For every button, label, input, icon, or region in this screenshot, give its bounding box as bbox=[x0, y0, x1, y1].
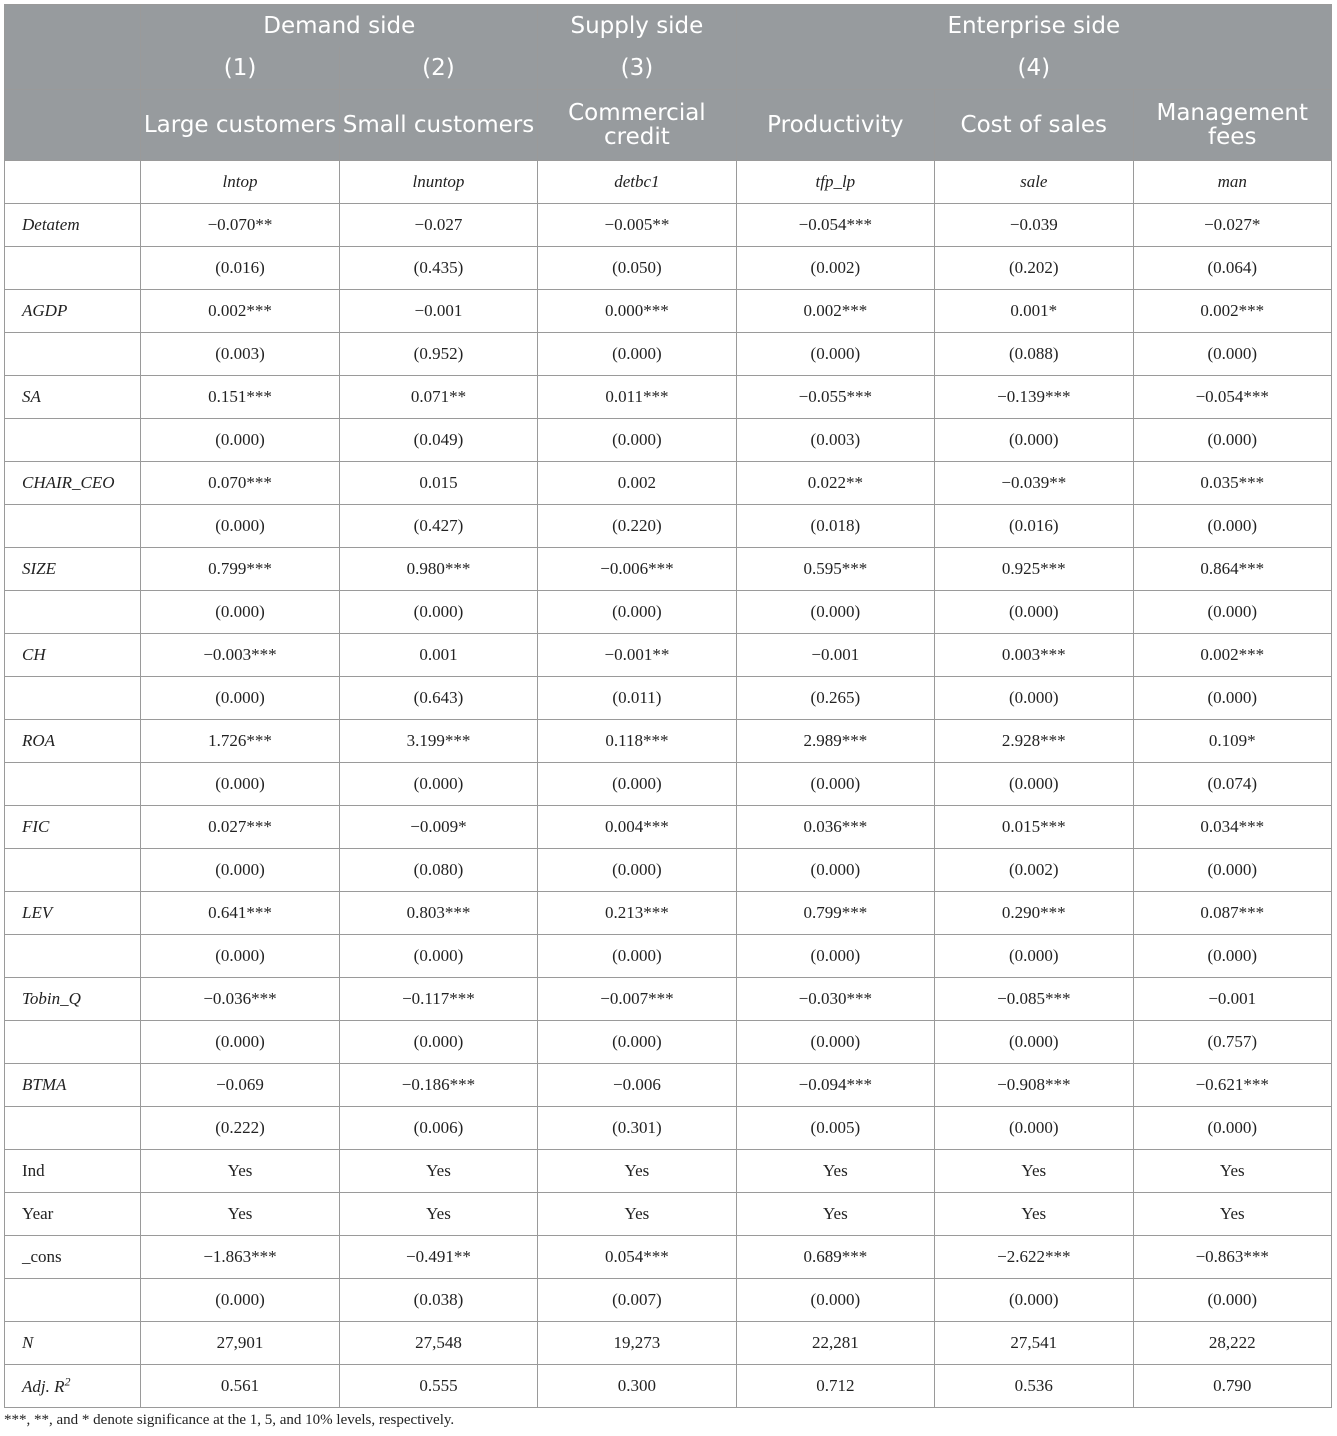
row-label: LEV bbox=[5, 892, 141, 935]
row-label: Detatem bbox=[5, 204, 141, 247]
table-cell: −0.001 bbox=[736, 634, 934, 677]
table-cell: (0.000) bbox=[339, 763, 537, 806]
table-row bbox=[5, 290, 1332, 333]
adj-r2-label-text: Adj. R bbox=[22, 1377, 65, 1397]
table-cell: −0.117*** bbox=[339, 978, 537, 1021]
column-header: Productivity bbox=[736, 90, 934, 161]
table-cell: (0.003) bbox=[141, 333, 339, 376]
table-row bbox=[5, 548, 1332, 591]
row-label bbox=[5, 935, 141, 978]
row-label: ROA bbox=[5, 720, 141, 763]
table-cell: (0.000) bbox=[935, 1107, 1133, 1150]
table-cell: (0.265) bbox=[736, 677, 934, 720]
table-cell: (0.000) bbox=[935, 591, 1133, 634]
table-cell: −0.908*** bbox=[935, 1064, 1133, 1107]
table-cell: 0.799*** bbox=[736, 892, 934, 935]
table-cell: 0.011*** bbox=[538, 376, 736, 419]
row-label: SIZE bbox=[5, 548, 141, 591]
table-cell: 22,281 bbox=[736, 1322, 934, 1365]
table-row bbox=[5, 1236, 1332, 1279]
table-cell: 0.002*** bbox=[1133, 634, 1332, 677]
table-cell: (0.000) bbox=[141, 763, 339, 806]
table-cell: 0.641*** bbox=[141, 892, 339, 935]
table-cell: 0.002 bbox=[538, 462, 736, 505]
table-cell: 1.726*** bbox=[141, 720, 339, 763]
table-row bbox=[5, 720, 1332, 763]
table-cell: (0.011) bbox=[538, 677, 736, 720]
table-row bbox=[5, 1150, 1332, 1193]
row-label: Ind bbox=[5, 1150, 141, 1193]
table-cell: (0.000) bbox=[1133, 333, 1332, 376]
table-cell: (0.088) bbox=[935, 333, 1133, 376]
adj-r2-label bbox=[22, 1374, 71, 1397]
table-cell: Yes bbox=[736, 1193, 934, 1236]
table-row bbox=[5, 1064, 1332, 1107]
table-row-pvalues bbox=[5, 677, 1332, 720]
table-cell: (0.000) bbox=[538, 419, 736, 462]
row-label bbox=[5, 247, 141, 290]
model-number: (4) bbox=[736, 47, 1331, 90]
table-cell: −0.005** bbox=[538, 204, 736, 247]
table-cell: 0.001 bbox=[339, 634, 537, 677]
dependent-variable: tfp_lp bbox=[736, 161, 934, 204]
table-cell: (0.000) bbox=[1133, 677, 1332, 720]
table-cell: (0.016) bbox=[141, 247, 339, 290]
table-cell: (0.000) bbox=[1133, 1107, 1332, 1150]
table-cell: −0.009* bbox=[339, 806, 537, 849]
table-cell: (0.000) bbox=[1133, 1279, 1332, 1322]
table-cell: Yes bbox=[339, 1150, 537, 1193]
table-cell: 0.555 bbox=[339, 1365, 537, 1408]
table-cell: (0.000) bbox=[141, 849, 339, 892]
table-row-pvalues bbox=[5, 247, 1332, 290]
row-label bbox=[5, 419, 141, 462]
table-cell: −0.001 bbox=[1133, 978, 1332, 1021]
table-cell: 0.790 bbox=[1133, 1365, 1332, 1408]
table-cell: 0.054*** bbox=[538, 1236, 736, 1279]
table-cell: 0.002*** bbox=[141, 290, 339, 333]
column-header: Commercial credit bbox=[538, 90, 736, 161]
model-number: (3) bbox=[538, 47, 736, 90]
table-cell: 0.561 bbox=[141, 1365, 339, 1408]
table-cell: (0.000) bbox=[141, 591, 339, 634]
table-cell: (0.000) bbox=[141, 677, 339, 720]
table-cell: 2.928*** bbox=[935, 720, 1133, 763]
table-cell: −0.039** bbox=[935, 462, 1133, 505]
table-cell: −0.039 bbox=[935, 204, 1133, 247]
row-label: CH bbox=[5, 634, 141, 677]
table-cell: (0.000) bbox=[538, 333, 736, 376]
table-cell: Yes bbox=[1133, 1193, 1332, 1236]
table-cell: (0.000) bbox=[935, 419, 1133, 462]
table-cell: −0.027 bbox=[339, 204, 537, 247]
row-label bbox=[5, 849, 141, 892]
group-header-enterprise: Enterprise side bbox=[736, 5, 1331, 48]
table-cell: Yes bbox=[538, 1193, 736, 1236]
header-corner bbox=[5, 5, 141, 48]
table-row bbox=[5, 462, 1332, 505]
table-cell: (0.000) bbox=[339, 591, 537, 634]
table-cell: 0.803*** bbox=[339, 892, 537, 935]
model-number: (1) bbox=[141, 47, 339, 90]
table-cell: (0.000) bbox=[141, 505, 339, 548]
table-cell: (0.000) bbox=[736, 1279, 934, 1322]
table-cell: 0.036*** bbox=[736, 806, 934, 849]
table-cell: (0.000) bbox=[935, 1021, 1133, 1064]
table-row bbox=[5, 204, 1332, 247]
table-cell: −0.070** bbox=[141, 204, 339, 247]
table-cell: (0.301) bbox=[538, 1107, 736, 1150]
table-cell: (0.002) bbox=[935, 849, 1133, 892]
dependent-variable: man bbox=[1133, 161, 1332, 204]
table-cell: (0.000) bbox=[339, 935, 537, 978]
table-cell: (0.202) bbox=[935, 247, 1133, 290]
table-cell: (0.000) bbox=[1133, 419, 1332, 462]
table-cell: 0.002*** bbox=[1133, 290, 1332, 333]
table-row-pvalues bbox=[5, 1021, 1332, 1064]
table-cell: (0.000) bbox=[736, 1021, 934, 1064]
table-cell: (0.005) bbox=[736, 1107, 934, 1150]
table-cell: 0.864*** bbox=[1133, 548, 1332, 591]
table-cell: (0.000) bbox=[935, 677, 1133, 720]
row-label bbox=[5, 677, 141, 720]
row-label: _cons bbox=[5, 1236, 141, 1279]
table-cell: 0.595*** bbox=[736, 548, 934, 591]
table-cell: Yes bbox=[1133, 1150, 1332, 1193]
group-header-supply: Supply side bbox=[538, 5, 736, 48]
table-cell: (0.038) bbox=[339, 1279, 537, 1322]
row-label bbox=[5, 1279, 141, 1322]
table-cell: (0.427) bbox=[339, 505, 537, 548]
table-row-pvalues bbox=[5, 849, 1332, 892]
row-label: N bbox=[5, 1322, 141, 1365]
table-cell: (0.000) bbox=[538, 935, 736, 978]
table-cell bbox=[5, 161, 141, 204]
table-cell: 0.712 bbox=[736, 1365, 934, 1408]
table-cell: 0.071** bbox=[339, 376, 537, 419]
table-cell: (0.074) bbox=[1133, 763, 1332, 806]
table-cell: (0.000) bbox=[935, 1279, 1133, 1322]
table-row bbox=[5, 1365, 1332, 1408]
table-cell: 0.151*** bbox=[141, 376, 339, 419]
table-cell: (0.000) bbox=[1133, 591, 1332, 634]
table-cell: −0.006 bbox=[538, 1064, 736, 1107]
table-cell: 0.015 bbox=[339, 462, 537, 505]
table-cell: −0.491** bbox=[339, 1236, 537, 1279]
header-corner-bottom bbox=[5, 90, 141, 161]
table-header bbox=[5, 5, 1332, 161]
table-row bbox=[5, 634, 1332, 677]
table-cell: Yes bbox=[141, 1193, 339, 1236]
table-row bbox=[5, 978, 1332, 1021]
table-cell: 0.035*** bbox=[1133, 462, 1332, 505]
table-cell: 0.925*** bbox=[935, 548, 1133, 591]
table-cell: (0.049) bbox=[339, 419, 537, 462]
table-cell: (0.000) bbox=[538, 763, 736, 806]
table-cell: −0.186*** bbox=[339, 1064, 537, 1107]
table-row-pvalues bbox=[5, 763, 1332, 806]
table-cell: (0.000) bbox=[339, 1021, 537, 1064]
table-cell: −0.863*** bbox=[1133, 1236, 1332, 1279]
table-body bbox=[5, 161, 1332, 1408]
table-cell: Yes bbox=[538, 1150, 736, 1193]
table-cell: 0.000*** bbox=[538, 290, 736, 333]
table-row-pvalues bbox=[5, 1279, 1332, 1322]
row-label bbox=[5, 1365, 141, 1408]
table-cell: (0.000) bbox=[1133, 935, 1332, 978]
table-cell: (0.000) bbox=[1133, 849, 1332, 892]
table-cell: 0.118*** bbox=[538, 720, 736, 763]
table-cell: (0.002) bbox=[736, 247, 934, 290]
dependent-variable: detbc1 bbox=[538, 161, 736, 204]
table-footnote: ***, **, and * denote significance at the 1, 5, and 10% levels, respectively. bbox=[4, 1412, 455, 1428]
table-cell: 0.002*** bbox=[736, 290, 934, 333]
table-cell: (0.435) bbox=[339, 247, 537, 290]
row-label bbox=[5, 591, 141, 634]
row-label: CHAIR_CEO bbox=[5, 462, 141, 505]
table-cell: (0.007) bbox=[538, 1279, 736, 1322]
table-cell: −0.621*** bbox=[1133, 1064, 1332, 1107]
row-label bbox=[5, 505, 141, 548]
table-cell: −0.001** bbox=[538, 634, 736, 677]
table-cell: Yes bbox=[736, 1150, 934, 1193]
table-cell: 3.199*** bbox=[339, 720, 537, 763]
column-header: Cost of sales bbox=[935, 90, 1133, 161]
table-cell: 0.070*** bbox=[141, 462, 339, 505]
table-row bbox=[5, 806, 1332, 849]
table-cell: (0.952) bbox=[339, 333, 537, 376]
table-row bbox=[5, 376, 1332, 419]
table-cell: 0.536 bbox=[935, 1365, 1133, 1408]
row-label: AGDP bbox=[5, 290, 141, 333]
table-cell: 0.980*** bbox=[339, 548, 537, 591]
table-cell: (0.000) bbox=[736, 849, 934, 892]
table-cell: 0.300 bbox=[538, 1365, 736, 1408]
table-cell: −0.006*** bbox=[538, 548, 736, 591]
table-cell: (0.016) bbox=[935, 505, 1133, 548]
table-cell: −0.069 bbox=[141, 1064, 339, 1107]
row-label bbox=[5, 333, 141, 376]
table-cell: (0.000) bbox=[538, 591, 736, 634]
table-cell: 28,222 bbox=[1133, 1322, 1332, 1365]
table-row-pvalues bbox=[5, 333, 1332, 376]
table-cell: 27,901 bbox=[141, 1322, 339, 1365]
table-cell: −0.003*** bbox=[141, 634, 339, 677]
table-cell: 0.290*** bbox=[935, 892, 1133, 935]
table-cell: −2.622*** bbox=[935, 1236, 1133, 1279]
table-row bbox=[5, 1322, 1332, 1365]
table-row bbox=[5, 1193, 1332, 1236]
row-label bbox=[5, 1107, 141, 1150]
table-cell: (0.000) bbox=[141, 1021, 339, 1064]
dependent-variable: sale bbox=[935, 161, 1133, 204]
table-row-pvalues bbox=[5, 1107, 1332, 1150]
table-cell: (0.000) bbox=[538, 849, 736, 892]
table-cell: (0.000) bbox=[538, 1021, 736, 1064]
adj-r2-superscript: 2 bbox=[64, 1374, 71, 1389]
table-cell: 0.003*** bbox=[935, 634, 1133, 677]
dependent-variable: lnuntop bbox=[339, 161, 537, 204]
regression-table bbox=[4, 4, 1332, 1408]
table-cell: 0.034*** bbox=[1133, 806, 1332, 849]
table-cell: −0.055*** bbox=[736, 376, 934, 419]
table-cell: Yes bbox=[935, 1193, 1133, 1236]
table-cell: 19,273 bbox=[538, 1322, 736, 1365]
row-label: FIC bbox=[5, 806, 141, 849]
table-cell: −0.139*** bbox=[935, 376, 1133, 419]
column-header: Large customers bbox=[141, 90, 339, 161]
table-cell: (0.757) bbox=[1133, 1021, 1332, 1064]
table-cell: −0.085*** bbox=[935, 978, 1133, 1021]
table-cell: (0.000) bbox=[141, 935, 339, 978]
table-cell: 0.001* bbox=[935, 290, 1133, 333]
table-cell: (0.000) bbox=[141, 419, 339, 462]
table-cell: −0.036*** bbox=[141, 978, 339, 1021]
row-label: SA bbox=[5, 376, 141, 419]
table-cell: (0.050) bbox=[538, 247, 736, 290]
table-cell: Yes bbox=[141, 1150, 339, 1193]
row-label: Tobin_Q bbox=[5, 978, 141, 1021]
table-cell: (0.000) bbox=[736, 591, 934, 634]
table-row-pvalues bbox=[5, 935, 1332, 978]
table-cell: (0.064) bbox=[1133, 247, 1332, 290]
table-cell: −0.001 bbox=[339, 290, 537, 333]
table-cell: (0.000) bbox=[935, 935, 1133, 978]
column-header: Small customers bbox=[339, 90, 537, 161]
row-label: Year bbox=[5, 1193, 141, 1236]
table-cell: −1.863*** bbox=[141, 1236, 339, 1279]
table-cell: 0.015*** bbox=[935, 806, 1133, 849]
table-cell: 2.989*** bbox=[736, 720, 934, 763]
table-cell: −0.007*** bbox=[538, 978, 736, 1021]
table-cell: −0.027* bbox=[1133, 204, 1332, 247]
table-cell: −0.030*** bbox=[736, 978, 934, 1021]
table-row bbox=[5, 892, 1332, 935]
table-cell: (0.000) bbox=[1133, 505, 1332, 548]
table-cell: −0.054*** bbox=[1133, 376, 1332, 419]
table-cell: Yes bbox=[339, 1193, 537, 1236]
dependent-variable-row bbox=[5, 161, 1332, 204]
table-cell: (0.643) bbox=[339, 677, 537, 720]
table-cell: 0.109* bbox=[1133, 720, 1332, 763]
table-cell: 27,541 bbox=[935, 1322, 1133, 1365]
table-cell: 27,548 bbox=[339, 1322, 537, 1365]
table-cell: (0.220) bbox=[538, 505, 736, 548]
table-cell: 0.004*** bbox=[538, 806, 736, 849]
row-label bbox=[5, 763, 141, 806]
table-row-pvalues bbox=[5, 419, 1332, 462]
table-cell: (0.018) bbox=[736, 505, 934, 548]
table-cell: (0.222) bbox=[141, 1107, 339, 1150]
row-label: BTMA bbox=[5, 1064, 141, 1107]
dependent-variable: lntop bbox=[141, 161, 339, 204]
table-cell: 0.027*** bbox=[141, 806, 339, 849]
column-header: Management fees bbox=[1133, 90, 1332, 161]
table-cell: 0.689*** bbox=[736, 1236, 934, 1279]
table-cell: (0.006) bbox=[339, 1107, 537, 1150]
header-corner-mid bbox=[5, 47, 141, 90]
table-cell: (0.000) bbox=[935, 763, 1133, 806]
table-cell: (0.000) bbox=[736, 935, 934, 978]
table-row-pvalues bbox=[5, 505, 1332, 548]
row-label bbox=[5, 1021, 141, 1064]
table-cell: (0.080) bbox=[339, 849, 537, 892]
table-cell: (0.000) bbox=[736, 333, 934, 376]
table-cell: 0.022** bbox=[736, 462, 934, 505]
table-cell: 0.799*** bbox=[141, 548, 339, 591]
table-row-pvalues bbox=[5, 591, 1332, 634]
table-cell: Yes bbox=[935, 1150, 1133, 1193]
table-cell: (0.003) bbox=[736, 419, 934, 462]
model-number: (2) bbox=[339, 47, 537, 90]
table-cell: 0.087*** bbox=[1133, 892, 1332, 935]
table-cell: (0.000) bbox=[736, 763, 934, 806]
table-cell: −0.094*** bbox=[736, 1064, 934, 1107]
group-header-demand: Demand side bbox=[141, 5, 538, 48]
table-cell: 0.213*** bbox=[538, 892, 736, 935]
table-cell: −0.054*** bbox=[736, 204, 934, 247]
table-cell: (0.000) bbox=[141, 1279, 339, 1322]
